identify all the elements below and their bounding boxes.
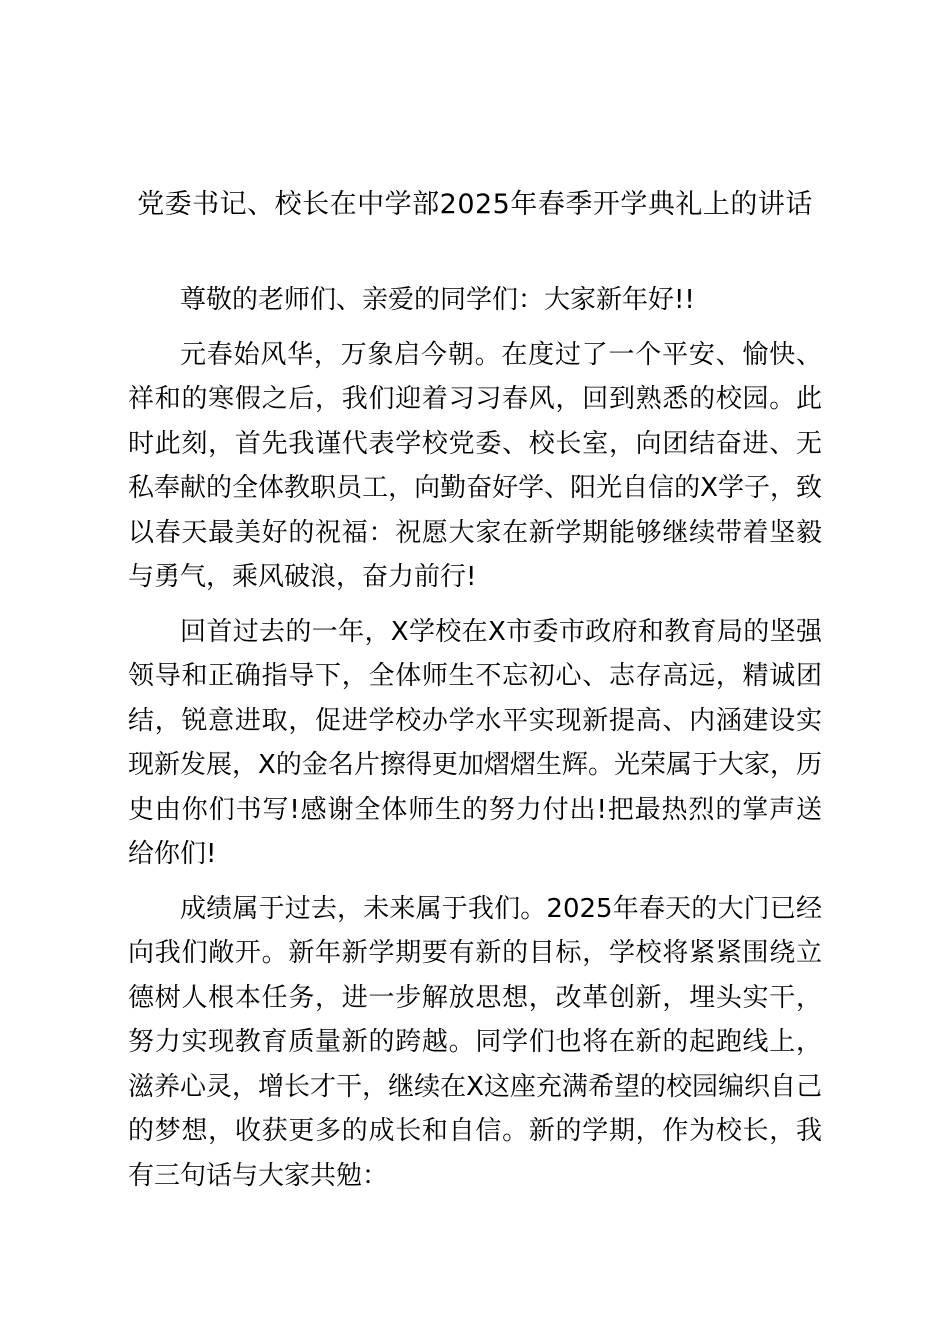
- body-paragraph-2: 回首过去的一年，X学校在X市委市政府和教育局的坚强领导和正确指导下，全体师生不忘初心、志存高远，精诚团结，锐意进取，促进学校办学水平实现新提高、内涵建设实现新发展，X的金名片擦得更加熠熠生辉。光荣属于大家，历史由你们书写!感谢全体师生的努力付出!把最热烈的掌声送给你们!: [128, 616, 822, 869]
- greeting-paragraph: 尊敬的老师们、亲爱的同学们：大家新年好!!: [180, 285, 695, 315]
- body-paragraph-3: 成绩属于过去，未来属于我们。2025年春天的大门已经向我们敞开。新年新学期要有新的目标，学校将紧紧围绕立德树人根本任务，进一步解放思想，改革创新，埋头实干，努力实现教育质量新的跨越。同学们也将在新的起跑线上，滋养心灵，增长才干，继续在X这座充满希望的校园编织自己的梦想，收获更多的成长和自信。新的学期，作为校长，我有三句话与大家共勉：: [128, 893, 822, 1191]
- document-body: [128, 278, 822, 1198]
- body-paragraph-1: 元春始风华，万象启今朝。在度过了一个平安、愉快、祥和的寒假之后，我们迎着习习春风，回到熟悉的校园。此时此刻，首先我谨代表学校党委、校长室，向团结奋进、无私奉献的全体教职员工，向勤奋好学、阳光自信的X学子，致以春天最美好的祝福：祝愿大家在新学期能够继续带着坚毅与勇气，乘风破浪，奋力前行!: [128, 339, 822, 592]
- document-title: 党委书记、校长在中学部2025年春季开学典礼上的讲话: [137, 189, 813, 220]
